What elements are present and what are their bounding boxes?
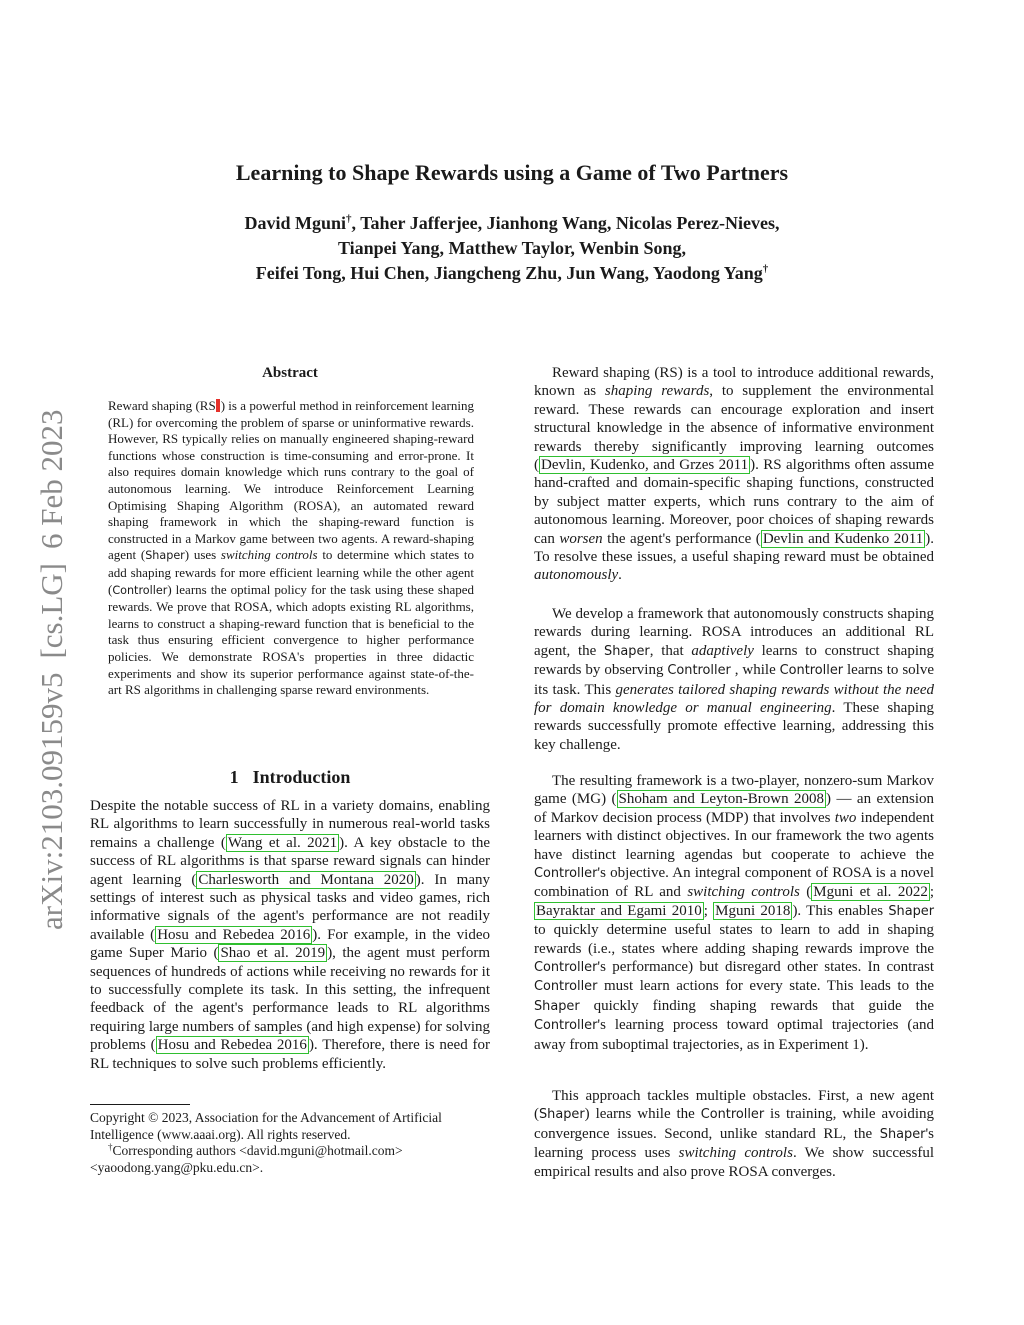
- footnote-block: [90, 1110, 494, 1176]
- controller-term: Controller: [667, 663, 731, 679]
- author-line-1: [0, 211, 1024, 236]
- controller-term: Controller: [534, 1018, 598, 1034]
- arxiv-date: 6 Feb 2023: [34, 409, 69, 549]
- corresponding-email: <yaoodong.yang@pku.edu.cn>.: [90, 1159, 264, 1175]
- controller-term: Controller: [534, 960, 598, 976]
- citation-link[interactable]: Devlin, Kudenko, and Grzes 2011: [541, 457, 749, 474]
- citation-link[interactable]: Shao et al. 2019: [220, 945, 326, 962]
- citation-link[interactable]: Wang et al. 2021: [227, 834, 338, 851]
- shaper-term: Shaper: [539, 1107, 585, 1123]
- abstract-body: [108, 398, 474, 699]
- controller-term: Controller: [534, 866, 598, 882]
- right-paragraph-1: Reward shaping (RS) is a tool to introduce additional rewards, known as shaping rewards, to supplement the environmental reward. These rewards can encourage exploration and insert structural knowledge in the absence of informative environment rewards thereby significantly improving learning outcomes ( Devlin, Kudenko, and Grzes 2011 ). RS algorithms often assume hand-crafted and domain-specific shaping functions, constructed by subject matter experts, which runs contrary to the aim of autonomous learning. Moreover, poor choices of shaping rewards can worsen the agent's performance ( Devlin and Kudenko 2011 ). To resolve these issues, a useful shaping reward must be obtained autonomously.: [534, 365, 934, 584]
- author-name: David Mguni: [244, 213, 347, 233]
- author-list: [0, 211, 1024, 286]
- arxiv-category: [cs.LG]: [34, 563, 69, 659]
- abstract-paragraph: Reward shaping (RS ) is a powerful method in reinforcement learning (RL) for overcoming the problem of sparse or uninformative rewards. However, RS typically relies on manually engineered shaping-reward functions whose construction is time-consuming and error-prone. It also requires domain knowledge which runs contrary to the goal of autonomous learning. We introduce Reinforcement Learning Optimising Shaping Algorithm (ROSA), an automated reward shaping framework in which the shaping-reward function is constructed in a Markov game between two agents. A reward-shaping agent (Shaper) uses switching controls to determine which states to add shaping rewards for more efficient learning while the other agent (Controller) learns the optimal policy for the task using these shaped rewards. We prove that ROSA, which adopts existing RL algorithms, learns to construct a shaping-reward function that is beneficial to the task thus ensuring efficient convergence to higher performance policies. We demonstrate ROSA's properties in three didactic experiments and show its superior performance against state-of-the-art RS algorithms in challenging sparse reward environments.: [108, 398, 475, 698]
- citation-link[interactable]: Shoham and Leyton-Brown 2008: [618, 791, 825, 808]
- shaper-term: Shaper: [879, 1126, 926, 1142]
- author-names: , Taher Jafferjee, Jianhong Wang, Nicolas Perez-Nieves,: [351, 213, 780, 233]
- controller-term: Controller: [779, 663, 844, 679]
- author-line-2: Tianpei Yang, Matthew Taylor, Wenbin Song,: [337, 238, 687, 258]
- shaper-term: Shaper: [888, 903, 935, 919]
- footnote-rule: [90, 1104, 190, 1105]
- arxiv-sidebar: [22, 390, 82, 930]
- right-paragraph-3: The resulting framework is a two-player, nonzero-sum Markov game (MG) ( Shoham and Leyton-Brown 2008 ) — an extension of Markov decision process (MDP) that involves two independent learners with distinct objectives. In our framework the two agents have distinct learning agendas but cooperate to achieve the Controller's objective. An integral component of ROSA is a novel combination of RL and switching controls ( Mguni et al. 2022 ; Bayraktar and Egami 2010 ; Mguni 2018 ). This enables Shaper to quickly determine useful states to learn to add in shaping rewards (i.e., states where adding shaping rewards improve the Controller's performance) but disregard other states. In contrast Controller must learn actions for every state. This leads to the Shaper quickly finding shaping rewards that guide the Controller's learning process toward optimal trajectories (and away from suboptimal trajectories, as in Experiment 1).: [534, 773, 935, 1053]
- right-paragraph-2: We develop a framework that autonomously constructs shaping rewards during learning. ROSA introduces an additional RL agent, the Shaper, that adaptively learns to construct shaping rewards by observing Controller , while Controller learns to solve its task. This generates tailored shaping rewards without the need for domain knowledge or manual engineering. These shaping rewards successfully promote effective learning, addressing this key challenge.: [534, 606, 934, 753]
- shaper-term: Shaper: [145, 549, 185, 563]
- citation-link[interactable]: Hosu and Rebedea 2016: [157, 1037, 307, 1054]
- citation-link[interactable]: Mguni 2018: [715, 902, 791, 919]
- introduction-body: [90, 797, 490, 1073]
- copyright-notice: Copyright © 2023, Association for the Advancement of Artificial Intelligence (www.aaai.org). All rights reserved.: [90, 1110, 442, 1142]
- section-title: Introduction: [252, 767, 351, 787]
- arxiv-id: arXiv:2103.09159v5: [34, 672, 69, 930]
- section-heading-introduction: [90, 765, 490, 789]
- corresponding-authors: †Corresponding authors <david.mguni@hotmail.com>: [108, 1142, 403, 1158]
- shaper-term: Shaper: [534, 998, 580, 1014]
- dagger-mark: †: [346, 213, 352, 225]
- citation-link[interactable]: Bayraktar and Egami 2010: [536, 902, 702, 919]
- citation-link[interactable]: Mguni et al. 2022: [813, 884, 928, 901]
- citation-link[interactable]: Devlin and Kudenko 2011: [762, 530, 924, 547]
- author-line-3: [0, 261, 1024, 286]
- shaper-term: Shaper: [604, 643, 650, 659]
- paper-title: Learning to Shape Rewards using a Game of Two Partners: [235, 160, 789, 185]
- introduction-paragraph: Despite the notable success of RL in a variety domains, enabling RL algorithms to learn successfully in numerous real-world tasks remains a challenge ( Wang et al. 2021 ). A key obstacle to the success of RL algorithms is that sparse reward signals can hinder agent learning ( Charlesworth and Montana 2020 ). In many settings of interest such as physical tasks and video games, rich informative signals of the agent's performance are not readily available ( Hosu and Rebedea 2016 ). For example, in the video game Super Mario ( Shao et al. 2019 ), the agent must perform sequences of hundreds of actions while receiving no rewards for it to successfully complete its task. In this setting, the infrequent feedback of the agent's performance leads to RL algorithms requiring large numbers of samples (and high expense) for solving problems ( Hosu and Rebedea 2016 ). Therefore, there is need for RL techniques to solve such problems efficiently.: [90, 798, 491, 1072]
- citation-link[interactable]: Charlesworth and Montana 2020: [198, 871, 414, 888]
- right-paragraph-4: This approach tackles multiple obstacles. First, a new agent (Shaper) learns while the Controller is training, while avoiding convergence issues. Second, unlike standard RL, the Shaper's learning process uses switching controls. We show successful empirical results and also prove ROSA converges.: [534, 1088, 934, 1180]
- dagger-mark: †: [762, 263, 769, 275]
- abstract-heading: Abstract: [262, 365, 318, 381]
- controller-term: Controller: [700, 1107, 765, 1123]
- author-names: Feifei Tong, Hui Chen, Jiangcheng Zhu, Jun Wang, Yaodong Yang: [255, 263, 763, 283]
- citation-link[interactable]: Hosu and Rebedea 2016: [157, 926, 311, 943]
- controller-term: Controller: [112, 583, 168, 597]
- controller-term: Controller: [534, 979, 598, 995]
- footnote-link-marker[interactable]: [216, 399, 220, 412]
- section-number: 1: [229, 767, 239, 787]
